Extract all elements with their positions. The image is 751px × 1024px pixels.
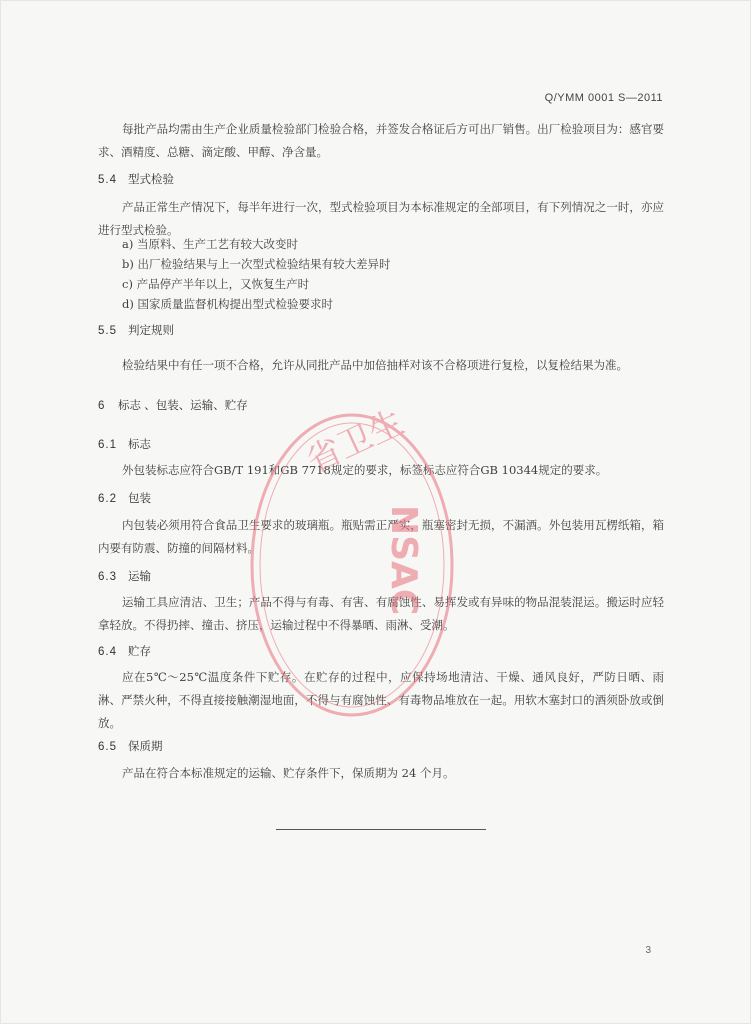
section-title: 标志 、包装、运输、贮存 [118, 400, 248, 412]
list-item: b) 出厂检验结果与上一次型式检验结果有较大差异时 [122, 257, 391, 271]
section-number: 5.4 [98, 174, 117, 186]
section-6-3-heading [98, 568, 151, 584]
section-5-5-heading [98, 322, 174, 338]
section-number: 5.5 [98, 325, 117, 337]
section-6-2-heading [98, 490, 151, 506]
list-item: d) 国家质量监督机构提出型式检验要求时 [122, 297, 334, 311]
section-title: 运输 [128, 571, 151, 583]
svg-text:NSAC: NSAC [383, 505, 424, 616]
section-number: 6.1 [98, 439, 117, 451]
section-6-5-paragraph: 产品在符合本标准规定的运输、贮存条件下，保质期为 24 个月。 [122, 766, 455, 780]
list-item: a) 当原料、生产工艺有较大改变时 [122, 237, 298, 251]
section-number: 6.4 [98, 646, 117, 658]
section-6-5-heading [98, 738, 163, 754]
section-5-4-paragraph: 产品正常生产情况下，每半年进行一次，型式检验项目为本标准规定的全部项目，有下列情况之一时，亦应进行型式检验。 [98, 200, 664, 237]
section-6-2-paragraph: 内包装必须用符合食品卫生要求的玻璃瓶。瓶贴需正严实，瓶塞密封无损，不漏酒。外包装用瓦楞纸箱，箱内要有防震、防撞的间隔材料。 [98, 518, 664, 555]
section-title: 保质期 [128, 741, 163, 753]
section-number: 6 [98, 400, 106, 412]
section-number: 6.3 [98, 571, 117, 583]
section-6-1-heading [98, 436, 151, 452]
section-6-3-paragraph: 运输工具应清洁、卫生；产品不得与有毒、有害、有腐蚀性、易挥发或有异味的物品混装混运。搬运时应轻拿轻放。不得扔摔、撞击、挤压，运输过程中不得暴晒、雨淋、受潮。 [98, 595, 664, 632]
section-title: 标志 [128, 439, 151, 451]
standard-code: Q/YMM 0001 S—2011 [544, 92, 663, 104]
section-6-heading [98, 397, 248, 413]
section-5-5-paragraph: 检验结果中有任一项不合格，允许从同批产品中加倍抽样对该不合格项进行复检，以复检结果为准。 [122, 358, 628, 372]
intro-paragraph: 每批产品均需由生产企业质量检验部门检验合格，并签发合格证后方可出厂销售。出厂检验项目为：感官要求、酒精度、总糖、滴定酸、甲醇、净含量。 [98, 122, 664, 159]
section-number: 6.5 [98, 741, 117, 753]
page-number: 3 [645, 945, 651, 956]
section-title: 判定规则 [128, 325, 174, 337]
section-title: 贮存 [128, 646, 151, 658]
section-5-4-heading [98, 171, 174, 187]
section-title: 型式检验 [128, 174, 174, 186]
section-number: 6.2 [98, 493, 117, 505]
svg-text:省卫生: 省卫生 [300, 402, 411, 482]
section-6-4-paragraph: 应在5℃～25℃温度条件下贮存。在贮存的过程中，应保持场地清洁、干燥、通风良好，严防日晒、雨淋、严禁火种，不得直接接触潮湿地面，不得与有腐蚀性、有毒物品堆放在一起。用软木塞封口的酒须卧放或倒放。 [98, 670, 664, 730]
section-6-4-heading [98, 643, 151, 659]
section-6-1-paragraph: 外包装标志应符合GB/T 191和GB 7718规定的要求，标签标志应符合GB 10344规定的要求。 [122, 463, 608, 477]
list-item: c) 产品停产半年以上，又恢复生产时 [122, 277, 310, 291]
end-rule [276, 829, 486, 830]
section-title: 包装 [128, 493, 151, 505]
